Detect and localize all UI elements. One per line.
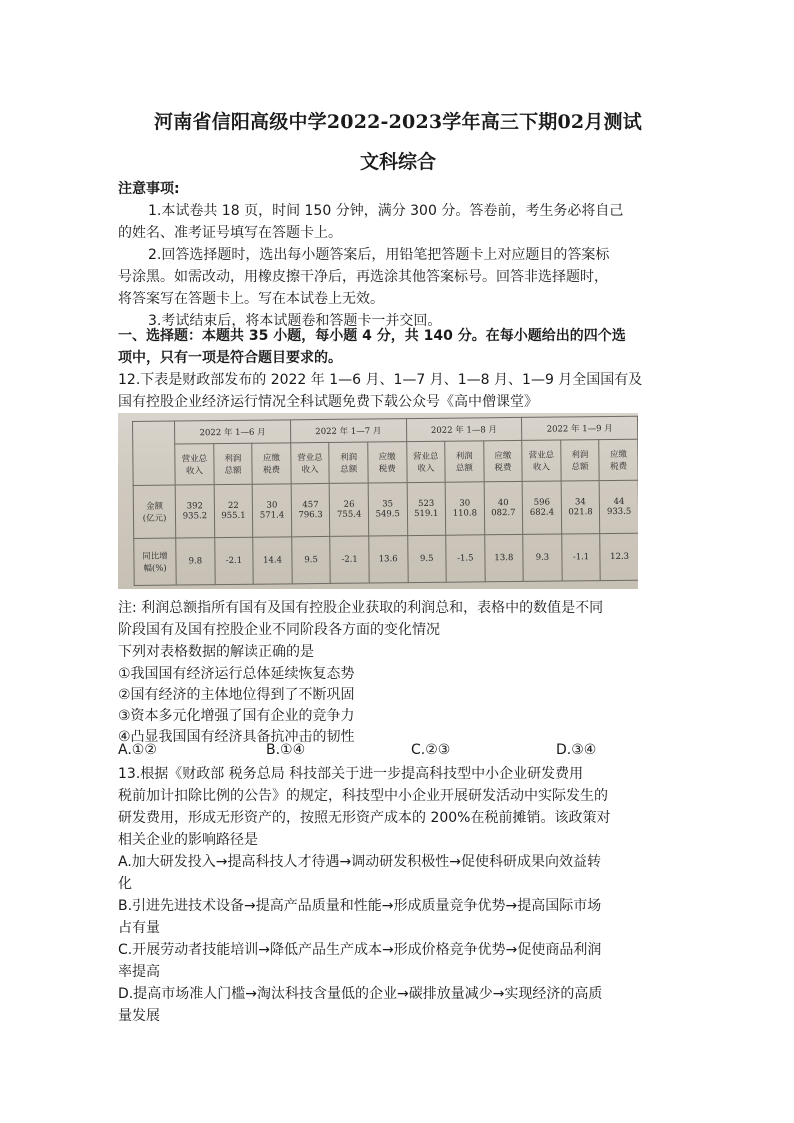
growth-cell: 13.6 bbox=[369, 536, 408, 583]
q12-item: ①我国国有经济运行总体延续恢复态势 bbox=[118, 666, 355, 682]
q12-item: ④凸显我国国有经济具备抗冲击的韧性 bbox=[118, 729, 355, 745]
column-header: 营业总 收入 bbox=[175, 444, 214, 485]
period-header: 2022 年 1—6 月 bbox=[175, 420, 291, 444]
option-a[interactable]: A.①② bbox=[118, 742, 157, 758]
growth-cell: 9.5 bbox=[292, 536, 331, 583]
growth-cell: -2.1 bbox=[214, 537, 253, 584]
section-heading: 项中，只有一项是符合题目要求的。 bbox=[118, 350, 342, 366]
q12-note: 注: 利润总额指所有国有及国有控股企业获取的利润总和，表格中的数值是不同 bbox=[118, 600, 604, 616]
q13-option-c[interactable]: C.开展劳动者技能培训→降低产品生产成本→形成价格竞争优势→促使商品利润 bbox=[118, 942, 602, 958]
growth-cell: -1.5 bbox=[446, 535, 485, 582]
growth-cell: 14.4 bbox=[253, 537, 292, 584]
q12-stem: 12.下表是财政部发布的 2022 年 1—6 月、1—7 月、1—8 月、1—9 月全国国有及 bbox=[118, 372, 643, 388]
period-header: 2022 年 1—9 月 bbox=[522, 416, 638, 440]
column-header: 应缴 税费 bbox=[368, 442, 407, 483]
growth-cell: 9.3 bbox=[523, 534, 562, 581]
row-label: 同比增 幅(%) bbox=[134, 538, 177, 585]
amount-cell: 40 082.7 bbox=[484, 481, 523, 534]
amount-cell: 596 682.4 bbox=[522, 481, 561, 534]
column-header: 应缴 税费 bbox=[252, 443, 291, 484]
q13-option-a[interactable]: A.加大研发投入→提高科技人才待遇→调动研发积极性→促使科研成果向效益转 bbox=[118, 854, 601, 870]
notice-line: 的姓名、准考证号填写在答题卡上。 bbox=[118, 225, 342, 241]
table-photo bbox=[118, 413, 638, 589]
q12-stem: 国有控股企业经济运行情况全科试题免费下载公众号《高中僧课堂》 bbox=[118, 394, 538, 410]
q12-item: ②国有经济的主体地位得到了不断巩固 bbox=[118, 687, 355, 703]
notice-line: 1.本试卷共 18 页，时间 150 分钟，满分 300 分。答卷前，考生务必将自己 bbox=[148, 203, 624, 219]
period-header: 2022 年 1—8 月 bbox=[406, 417, 522, 441]
notice-line: 号涂黑。如需改动，用橡皮擦干净后，再选涂其他答案标号。回答非选择题时， bbox=[118, 269, 608, 285]
amount-cell: 26 755.4 bbox=[330, 483, 369, 536]
q13-line: 税前加计扣除比例的公告》的规定，科技型中小企业开展研发活动中实际发生的 bbox=[118, 788, 608, 804]
amount-cell: 22 955.1 bbox=[214, 484, 253, 537]
q13-line: 研发费用，形成无形资产的，按照无形资产成本的 200%在税前摊销。该政策对 bbox=[118, 810, 611, 826]
amount-cell: 30 571.4 bbox=[252, 484, 291, 537]
option-c[interactable]: C.②③ bbox=[411, 742, 451, 758]
column-header: 营业总 收入 bbox=[406, 441, 445, 482]
amount-cell: 44 933.5 bbox=[599, 480, 638, 533]
column-header: 营业总 收入 bbox=[522, 440, 561, 481]
exam-subtitle: 文科综合 bbox=[359, 151, 436, 173]
column-header: 营业总 收入 bbox=[291, 442, 330, 483]
q13-option-a-cont: 化 bbox=[118, 876, 132, 892]
q13-option-d-cont: 量发展 bbox=[118, 1008, 160, 1024]
section-heading: 一、选择题：本题共 35 小题，每小题 4 分，共 140 分。在每小题给出的四个选 bbox=[118, 328, 626, 344]
q13-option-b-cont: 占有量 bbox=[118, 920, 160, 936]
column-header: 利润 总额 bbox=[560, 440, 599, 481]
option-d[interactable]: D.③④ bbox=[556, 742, 597, 758]
amount-cell: 30 110.8 bbox=[445, 482, 484, 535]
q12-item: ③资本多元化增强了国有企业的竞争力 bbox=[118, 708, 355, 724]
column-header: 利润 总额 bbox=[213, 443, 252, 484]
data-table bbox=[132, 416, 638, 586]
column-header: 应缴 税费 bbox=[599, 439, 638, 480]
growth-cell: -2.1 bbox=[330, 536, 369, 583]
amount-cell: 35 549.5 bbox=[368, 483, 407, 536]
notice-line: 将答案写在答题卡上。写在本试卷上无效。 bbox=[118, 291, 384, 307]
q12-note: 阶段国有及国有控股企业不同阶段各方面的变化情况 bbox=[118, 622, 440, 638]
q13-line: 相关企业的影响路径是 bbox=[118, 832, 258, 848]
q13-option-c-cont: 率提高 bbox=[118, 964, 160, 980]
notice-line: 2.回答选择题时，选出每小题答案后，用铅笔把答题卡上对应题目的答案标 bbox=[148, 247, 610, 263]
column-header: 利润 总额 bbox=[329, 442, 368, 483]
notice-line: 3.考试结束后，将本试题卷和答题卡一并交回。 bbox=[148, 313, 442, 329]
column-header: 应缴 税费 bbox=[483, 440, 522, 481]
amount-cell: 523 519.1 bbox=[407, 482, 446, 535]
amount-cell: 34 021.8 bbox=[561, 481, 600, 534]
q12-ask: 下列对表格数据的解读正确的是 bbox=[118, 644, 314, 660]
growth-cell: 9.8 bbox=[176, 538, 215, 585]
option-b[interactable]: B.①④ bbox=[266, 742, 306, 758]
notice-heading: 注意事项: bbox=[118, 181, 180, 197]
growth-cell: -1.1 bbox=[561, 534, 600, 581]
period-header: 2022 年 1—7 月 bbox=[290, 419, 406, 443]
q12-options bbox=[118, 742, 678, 764]
q13-option-d[interactable]: D.提高市场准人门槛→淘汰科技含量低的企业→碳排放量减少→实现经济的高质 bbox=[118, 986, 603, 1002]
row-label: 金额 (亿元) bbox=[133, 485, 176, 538]
q13-option-b[interactable]: B.引进先进技术设备→提高产品质量和性能→形成质量竞争优势→提高国际市场 bbox=[118, 898, 602, 914]
growth-cell: 13.8 bbox=[484, 534, 523, 581]
column-header: 利润 总额 bbox=[445, 441, 484, 482]
exam-title: 河南省信阳高级中学2022-2023学年高三下期02月测试 bbox=[154, 111, 642, 133]
amount-cell: 392 935.2 bbox=[175, 485, 214, 538]
q13-line: 13.根据《财政部 税务总局 科技部关于进一步提高科技型中小企业研发费用 bbox=[118, 766, 584, 782]
growth-cell: 12.3 bbox=[600, 533, 638, 580]
amount-cell: 457 796.3 bbox=[291, 483, 330, 536]
growth-cell: 9.5 bbox=[407, 535, 446, 582]
